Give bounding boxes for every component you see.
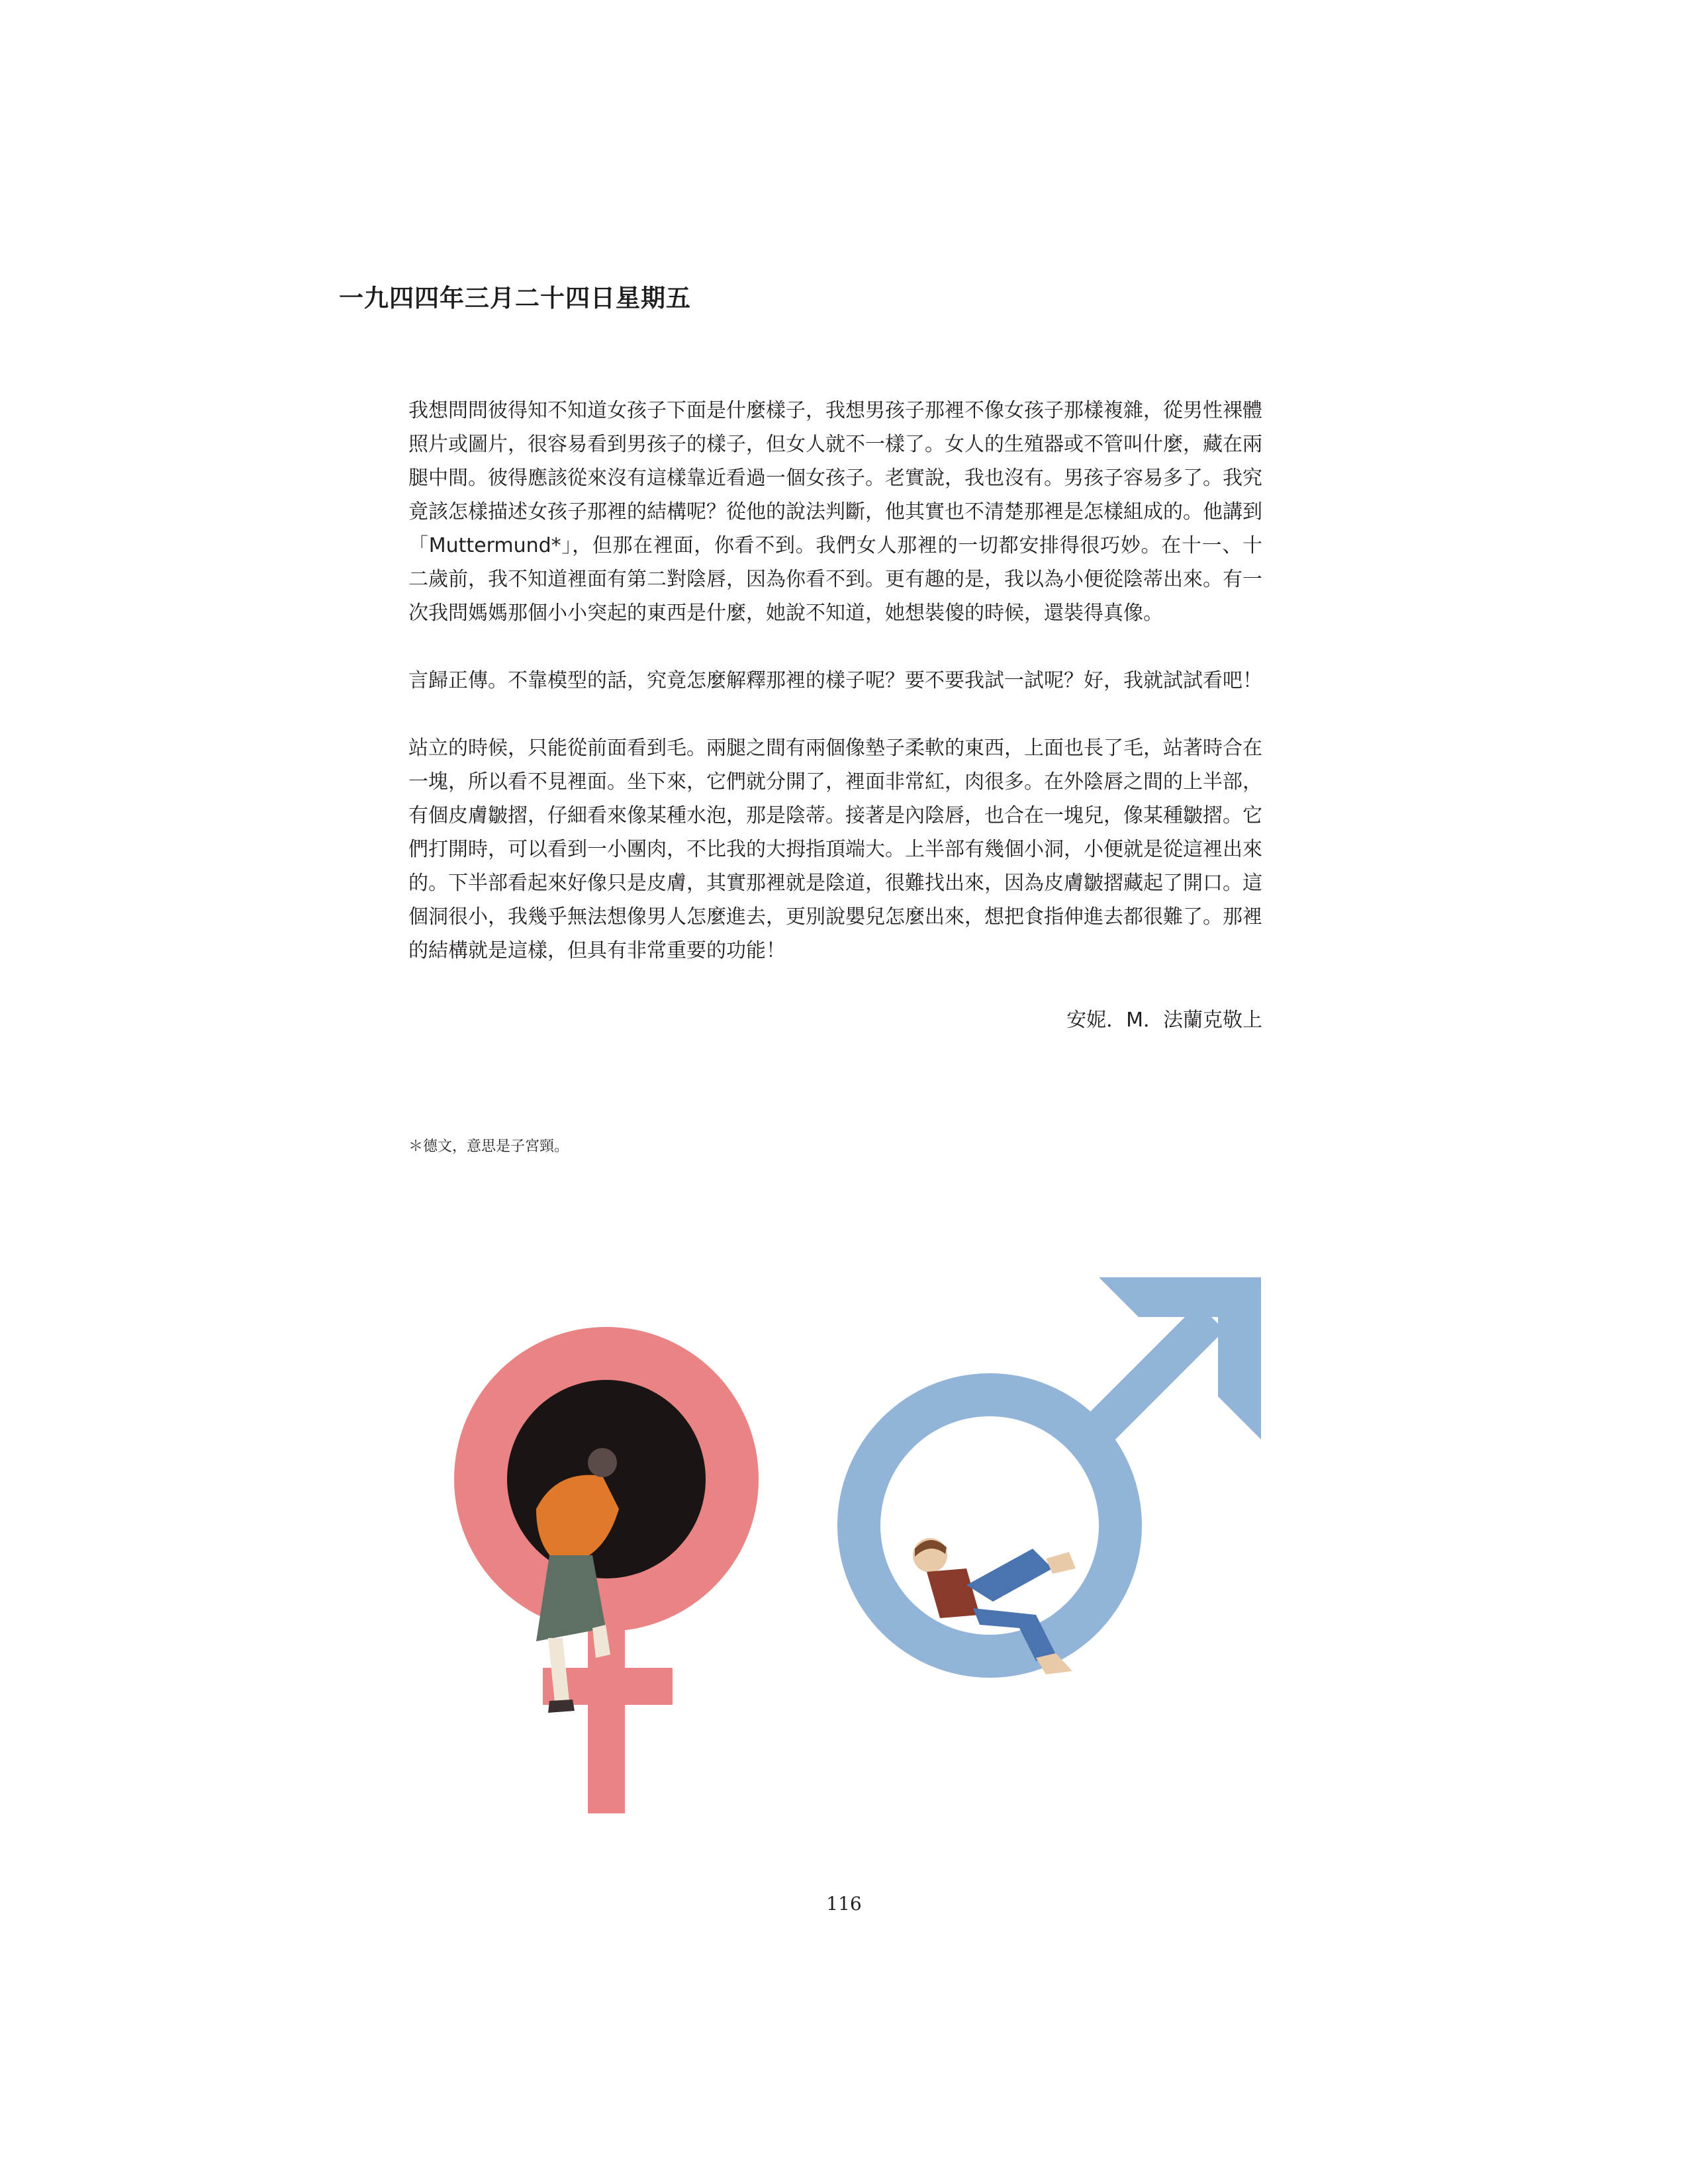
mars-inner-circle [880,1416,1099,1635]
paragraph-1: 我想問問彼得知不知道女孩子下面是什麼樣子，我想男孩子那裡不像女孩子那樣複雜，從男性裸體照片或圖片，很容易看到男孩子的樣子，但女人就不一樣了。女人的生殖器或不管叫什麼，藏在兩腿中間。彼得應該從來沒有這樣靠近看過一個女孩子。老實說，我也沒有。男孩子容易多了。我究竟該怎樣描述女孩子那裡的結構呢？從他的說法判斷，他其實也不清楚那裡是怎樣組成的。他講到「Muttermund*」，但那在裡面，你看不到。我們女人那裡的一切都安排得很巧妙。在十一、十二歲前，我不知道裡面有第二對陰唇，因為你看不到。更有趣的是，我以為小便從陰蒂出來。有一次我問媽媽那個小小突起的東西是什麼，她說不知道，她想裝傻的時候，還裝得真像。 [408,399,1262,625]
venus-symbol-icon [454,1327,759,1813]
paragraph-2: 言歸正傳。不靠模型的話，究竟怎麼解釋那裡的樣子呢？要不要我試一試呢？好，我就試試看吧！ [408,669,1262,692]
page-number: 116 [826,1893,862,1915]
diary-date-heading: 一九四四年三月二十四日星期五 [339,283,691,312]
signature: 安妮．M．法蘭克敬上 [1066,1009,1262,1032]
mars-arrow-shaft [1082,1304,1225,1446]
venus-inner-circle [507,1380,706,1578]
paragraph-3: 站立的時候，只能從前面看到毛。兩腿之間有兩個像墊子柔軟的東西，上面也長了毛，站著時合在一塊，所以看不見裡面。坐下來，它們就分開了，裡面非常紅，肉很多。在外陰唇之間的上半部，有個皮膚皺摺，仔細看來像某種水泡，那是陰蒂。接著是內陰唇，也合在一塊兒，像某種皺摺。它們打開時，可以看到一小團肉，不比我的大拇指頂端大。上半部有幾個小洞，小便就是從這裡出來的。下半部看起來好像只是皮膚，其實那裡就是陰道，很難找出來，因為皮膚皺摺藏起了開口。這個洞很小，我幾乎無法想像男人怎麼進去，更別說嬰兒怎麼出來，想把食指伸進去都很難了。那裡的結構就是這樣，但具有非常重要的功能！ [408,737,1262,962]
mars-symbol-icon [837,1277,1261,1678]
diary-entry-body [408,394,1262,1001]
footnote: ＊德文，意思是子宮頸。 [408,1138,569,1155]
gender-symbols-illustration [437,1257,1271,1827]
